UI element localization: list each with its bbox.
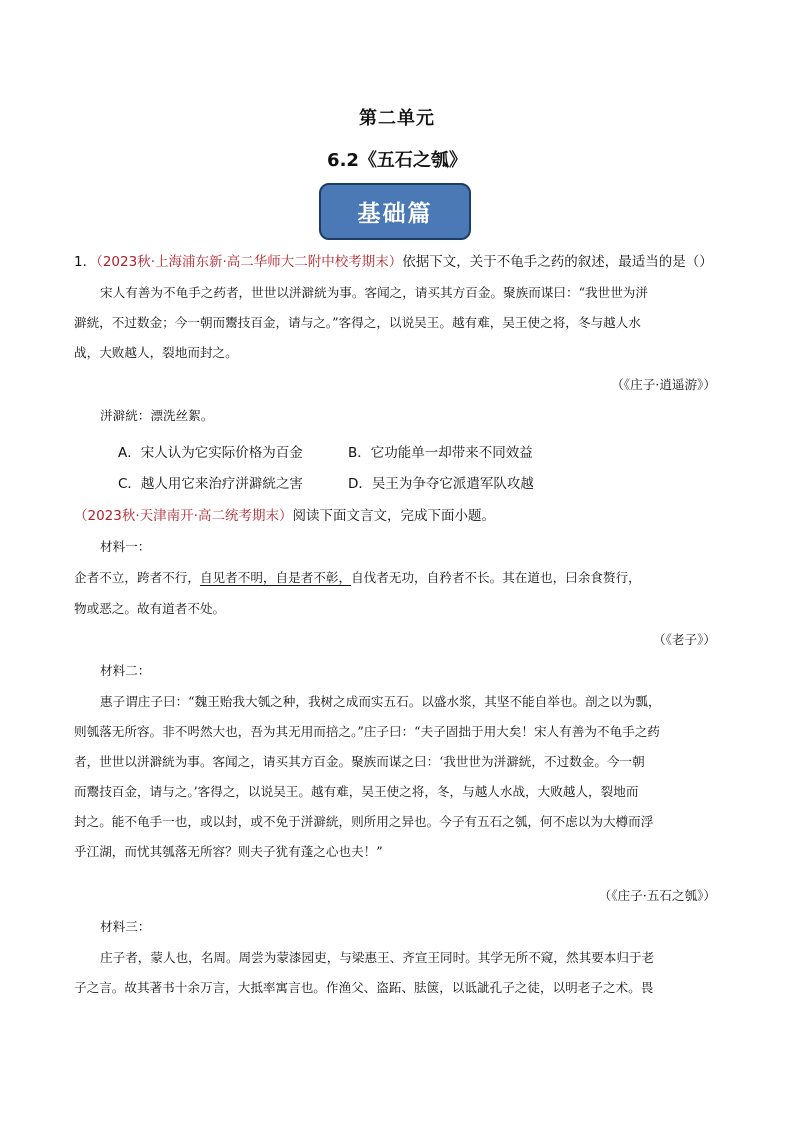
text-segment: 企者不立，跨者不行， xyxy=(74,570,200,585)
material-1-line xyxy=(74,563,730,593)
lesson-title: 6.2《五石之瓠》 xyxy=(327,150,467,171)
material-3-label: 材料三： xyxy=(100,919,151,934)
unit-title: 第二单元 xyxy=(359,108,435,129)
question-prompt: 阅读下面文言文，完成下面小题。 xyxy=(292,508,495,524)
question-1-stem xyxy=(74,250,730,270)
passage-line: 战，大败越人，裂地而封之。 xyxy=(74,345,238,360)
question-source: （2023秋·天津南开·高二统考期末） xyxy=(74,508,293,524)
material-3-text xyxy=(74,943,730,1003)
q1-note: 洴澼絖：漂洗丝絮。 xyxy=(100,408,214,423)
passage-line: 者，世世以洴澼絖为事。客闻之，请买其方百金。聚族而谋之曰：‘我世世为洴澼絖，不过数金。今一朝 xyxy=(74,754,645,769)
passage-line: 庄子者，蒙人也，名周。周尝为蒙漆园吏，与梁惠王、齐宣王同时。其学无所不窥，然其要本归于老 xyxy=(100,950,655,965)
passage-line: 惠子谓庄子曰：“魏王贻我大瓠之种，我树之成而实五石。以盛水浆，其坚不能自举也。剖之以为瓢， xyxy=(100,694,661,709)
passage-line: 子之言。故其著书十余万言，大抵率寓言也。作渔父、盗跖、胠箧，以诋訿孔子之徒，以明老子之术。畏 xyxy=(74,980,654,995)
option-c[interactable]: C．越人用它来治疗洴澼絖之害 xyxy=(118,476,303,492)
passage-line: 澼絖，不过数金；今一朝而鬻技百金，请与之。”客得之，以说吴王。越有难，吴王使之将，冬与越人水 xyxy=(74,315,641,330)
underlined-phrase: 自见者不明，自是者不彰， xyxy=(199,570,352,585)
option-b[interactable]: B．它功能单一却带来不同效益 xyxy=(348,445,533,461)
material-2-label: 材料二： xyxy=(100,663,151,678)
material-1-label: 材料一： xyxy=(100,539,151,554)
question-number: 1． xyxy=(74,254,97,270)
section-badge-label: 基础篇 xyxy=(357,200,433,227)
material-1-citation: （《老子》） xyxy=(653,632,716,647)
passage-line: 封之。能不龟手一也，或以封，或不免于洴澼絖，则所用之异也。今子有五石之瓠，何不虑以为大樽而浮 xyxy=(74,814,654,829)
passage-line: 宋人有善为不龟手之药者，世世以洴澼絖为事。客闻之，请买其方百金。聚族而谋曰：“我世世为洴 xyxy=(100,285,648,300)
question-source: （2023秋·上海浦东新·高二华师大二附中校考期末） xyxy=(96,254,403,270)
q1-passage xyxy=(74,278,730,368)
section-badge xyxy=(319,183,471,240)
material-1-line: 物或恶之。故有道者不处。 xyxy=(74,601,226,616)
option-d[interactable]: D．吴王为争夺它派遣军队攻越 xyxy=(348,476,534,492)
passage-line: 乎江湖，而忧其瓠落无所容？则夫子犹有蓬之心也夫！” xyxy=(74,844,383,859)
question-prompt: 依据下文，关于不龟手之药的叙述，最适当的是（） xyxy=(402,254,713,270)
material-2-text xyxy=(74,687,730,867)
passage-line: 则瓠落无所容。非不呺然大也，吾为其无用而掊之。”庄子曰：“夫子固拙于用大矣！宋人有善为不龟手之药 xyxy=(74,724,660,739)
text-segment: 自伐者无功，自矜者不长。其在道也，曰余食赘行， xyxy=(351,570,641,585)
question-2-stem xyxy=(74,504,730,524)
material-2-citation: （《庄子·五石之瓠》） xyxy=(598,888,716,903)
option-a[interactable]: A．宋人认为它实际价格为百金 xyxy=(118,445,303,461)
passage-line: 而鬻技百金，请与之。’客得之，以说吴王。越有难，吴王使之将，冬，与越人水战，大败越人，裂地而 xyxy=(74,784,639,799)
q1-citation: （《庄子·逍遥游》） xyxy=(611,377,716,392)
